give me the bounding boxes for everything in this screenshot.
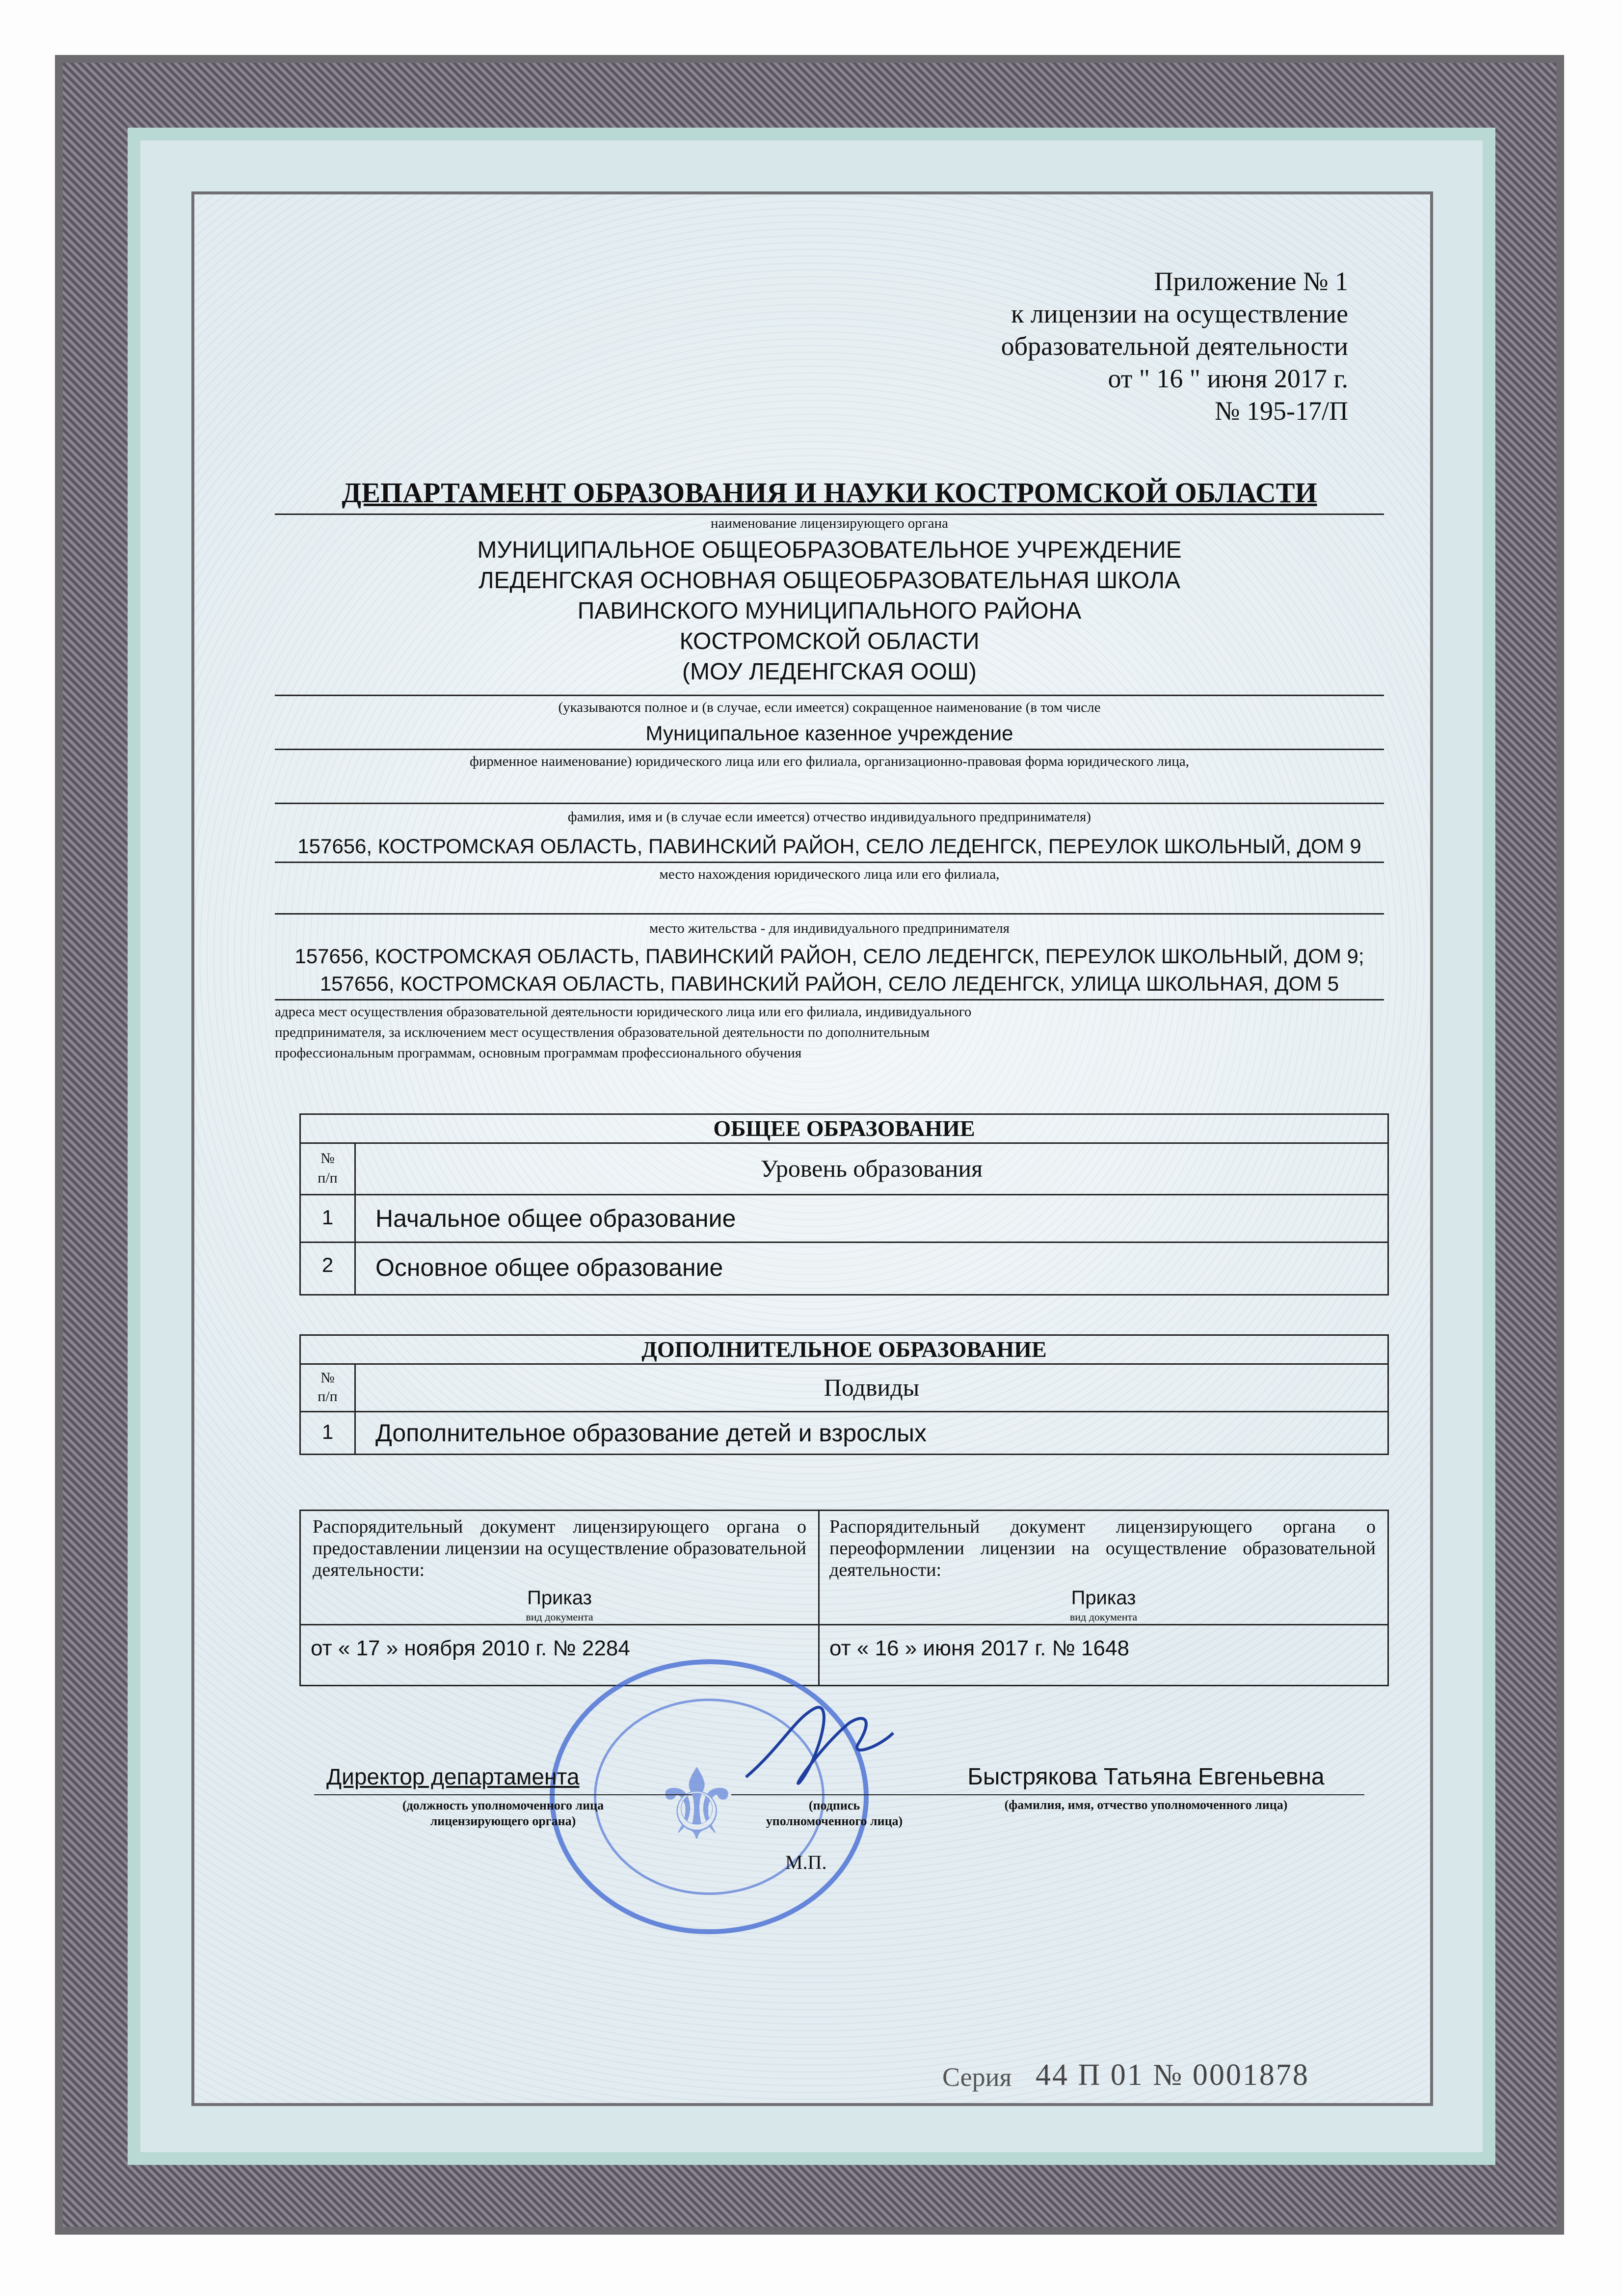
additional-education-title: ДОПОЛНИТЕЛЬНОЕ ОБРАЗОВАНИЕ bbox=[299, 1334, 1389, 1365]
org-line-1: МУНИЦИПАЛЬНОЕ ОБЩЕОБРАЗОВАТЕЛЬНОЕ УЧРЕЖДЕНИЕ bbox=[477, 537, 1182, 563]
org-line-2: ЛЕДЕНГСКАЯ ОСНОВНАЯ ОБЩЕОБРАЗОВАТЕЛЬНАЯ ШКОЛА bbox=[478, 567, 1181, 594]
appendix-date: от " 16 " июня 2017 г. bbox=[1108, 364, 1348, 393]
general-row-1-no: 1 bbox=[299, 1194, 356, 1243]
issuer-name: ДЕПАРТАМЕНТ ОБРАЗОВАНИЯ И НАУКИ КОСТРОМСКОЙ ОБЛАСТИ bbox=[342, 477, 1317, 509]
order-issue-cell bbox=[299, 1510, 820, 1686]
general-row-2-no: 2 bbox=[299, 1242, 356, 1296]
general-row-2-name: Основное общее образование bbox=[354, 1242, 1389, 1296]
order-reissue-kind: Приказ bbox=[1071, 1587, 1136, 1609]
address-caption-1: место нахождения юридического лица или его филиала, bbox=[659, 866, 1000, 882]
general-col-no: № п/п bbox=[299, 1142, 356, 1195]
appendix-ref: к лицензии на осуществление bbox=[1011, 299, 1348, 328]
order-issue-text: Распорядительный документ лицензирующего органа о предоставлении лицензии на осуществление образовательной деятельности: bbox=[313, 1516, 806, 1580]
additional-col-subtype: Подвиды bbox=[354, 1363, 1389, 1412]
org-line-5: (МОУ ЛЕДЕНГСКАЯ ООШ) bbox=[682, 659, 977, 685]
order-reissue-cell bbox=[818, 1510, 1389, 1686]
signer-position: Директор департамента bbox=[326, 1764, 580, 1789]
address-caption-2: место жительства - для индивидуального предпринимателя bbox=[649, 920, 1010, 936]
appendix-ref-2: образовательной деятельности bbox=[1001, 331, 1348, 361]
signature-mark bbox=[736, 1689, 898, 1802]
order-reissue-kind-caption: вид документа bbox=[1069, 1611, 1138, 1623]
signature-caption: (подпись уполномоченного лица) bbox=[766, 1798, 903, 1828]
signer-name: Быстрякова Татьяна Евгеньевна bbox=[967, 1764, 1325, 1790]
general-row-1-name: Начальное общее образование bbox=[354, 1194, 1389, 1243]
additional-row-1-no: 1 bbox=[299, 1411, 356, 1455]
org-line-3: ПАВИНСКОГО МУНИЦИПАЛЬНОГО РАЙОНА bbox=[577, 598, 1082, 624]
activity-caption bbox=[275, 1001, 1384, 1063]
activity-address-2: 157656, КОСТРОМСКАЯ ОБЛАСТЬ, ПАВИНСКИЙ РАЙОН, СЕЛО ЛЕДЕНГСК, УЛИЦА ШКОЛЬНАЯ, ДОМ 5 bbox=[319, 972, 1339, 995]
activity-caption-1: адреса мест осуществления образовательной деятельности юридического лица или его филиала, индивидуального bbox=[275, 1004, 972, 1020]
issuer-caption: наименование лицензирующего органа bbox=[711, 515, 948, 531]
organization-name bbox=[275, 535, 1384, 687]
org-line-4: КОСТРОМСКОЙ ОБЛАСТИ bbox=[679, 628, 980, 654]
legal-address: 157656, КОСТРОМСКАЯ ОБЛАСТЬ, ПАВИНСКИЙ РАЙОН, СЕЛО ЛЕДЕНГСК, ПЕРЕУЛОК ШКОЛЬНЫЙ, ДОМ 9 bbox=[297, 835, 1361, 858]
order-issue-kind: Приказ bbox=[527, 1587, 592, 1609]
coat-of-arms-icon: ⚜ bbox=[653, 1752, 741, 1860]
series-number: 44 П 01 № 0001878 bbox=[1036, 2058, 1309, 2092]
legal-form: Муниципальное казенное учреждение bbox=[645, 722, 1013, 745]
general-education-title: ОБЩЕЕ ОБРАЗОВАНИЕ bbox=[299, 1113, 1389, 1144]
activity-caption-2: предпринимателя, за исключением мест осуществления образовательной деятельности по дополнительным bbox=[275, 1025, 930, 1040]
org-caption-2: фирменное наименование) юридического лица или его филиала, организационно-правовая форма юридического лица, bbox=[469, 754, 1190, 769]
activity-addresses bbox=[275, 943, 1384, 998]
additional-col-no: № п/п bbox=[299, 1363, 356, 1412]
order-reissue-date: от « 16 » июня 2017 г. № 1648 bbox=[829, 1636, 1129, 1660]
activity-address-1: 157656, КОСТРОМСКАЯ ОБЛАСТЬ, ПАВИНСКИЙ РАЙОН, СЕЛО ЛЕДЕНГСК, ПЕРЕУЛОК ШКОЛЬНЫЙ, ДОМ 9; bbox=[294, 945, 1364, 968]
additional-row-1-name: Дополнительное образование детей и взрослых bbox=[354, 1411, 1389, 1455]
license-number: № 195-17/П bbox=[1214, 396, 1348, 426]
stamp-place: М.П. bbox=[785, 1851, 827, 1873]
general-col-level: Уровень образования bbox=[354, 1142, 1389, 1195]
order-issue-date: от « 17 » ноября 2010 г. № 2284 bbox=[311, 1636, 630, 1660]
appendix-header bbox=[1001, 265, 1348, 427]
activity-caption-3: профессиональным программам, основным программам профессионального обучения bbox=[275, 1045, 802, 1061]
org-caption-3: фамилия, имя и (в случае если имеется) отчество индивидуального предпринимателя) bbox=[567, 809, 1091, 825]
order-reissue-text: Распорядительный документ лицензирующего органа о переоформлении лицензии на осуществление образовательной деятельности: bbox=[829, 1516, 1376, 1580]
appendix-number: Приложение № 1 bbox=[1154, 267, 1348, 296]
org-caption-1: (указываются полное и (в случае, если имеется) сокращенное наименование (в том числе bbox=[558, 700, 1101, 715]
series-label: Серия bbox=[942, 2062, 1012, 2092]
order-issue-kind-caption: вид документа bbox=[526, 1611, 593, 1623]
signer-position-caption: (должность уполномоченного лица лицензирующего органа) bbox=[402, 1798, 604, 1828]
signer-name-caption: (фамилия, имя, отчество уполномоченного лица) bbox=[1004, 1798, 1288, 1812]
